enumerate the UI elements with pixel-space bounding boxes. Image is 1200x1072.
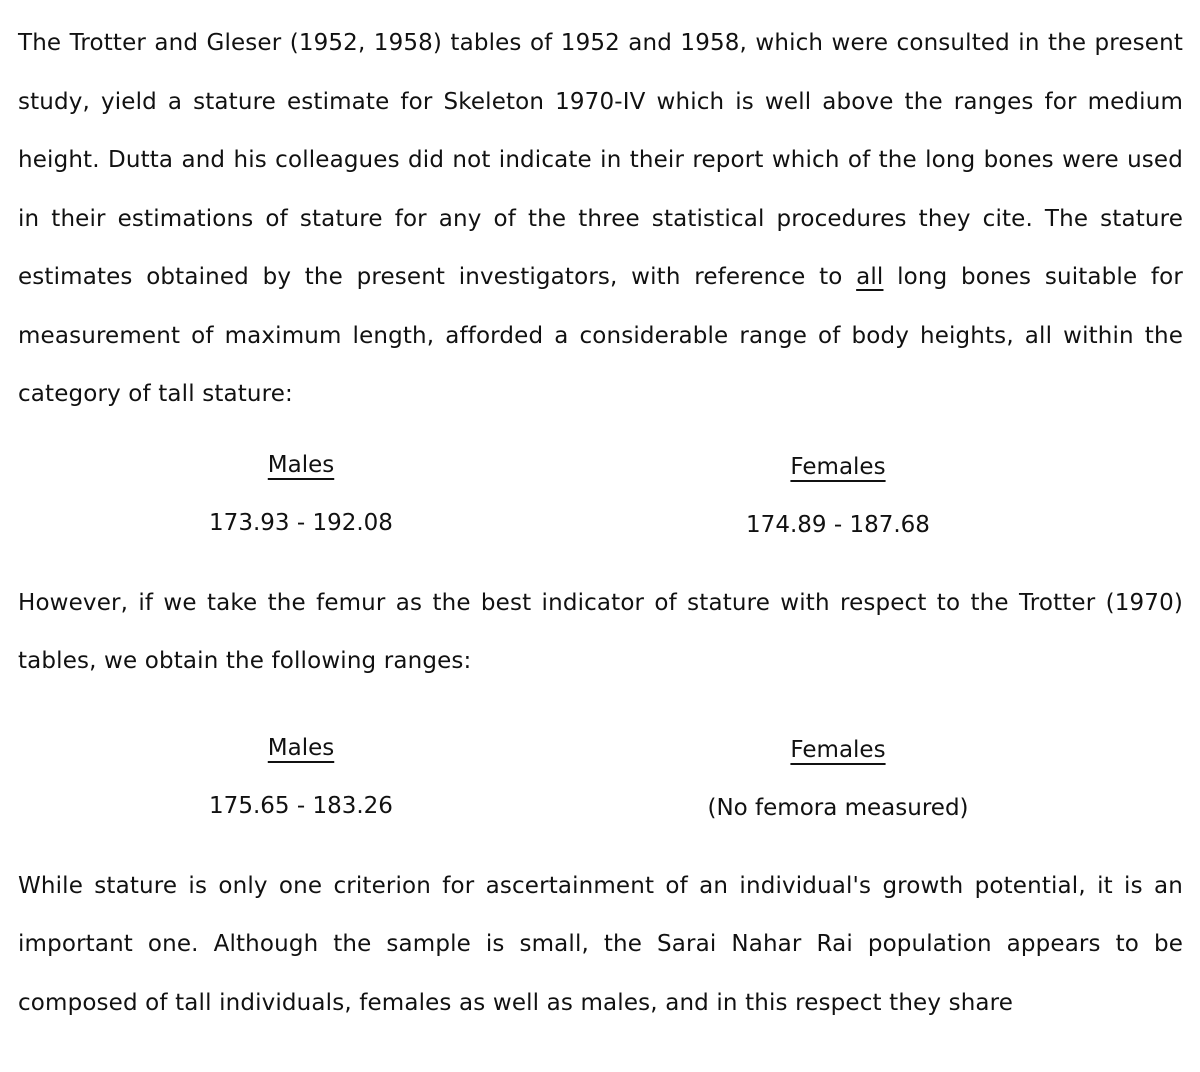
females-heading: Females [790,736,886,763]
males-heading: Males [267,451,335,478]
males-heading: Males [267,734,335,761]
paragraph-text: The Trotter and Gleser (1952, 1958) tables of 1952 and 1958, which were consulted in the present study, yield a stature estimate for Skeleton 1970-IV which is well above the ranges for medium height. Dutta and his colleagues did not indicate in their report which of the long bones were used in their estimations of stature for any of the three statistical procedures they cite. The stature estimates obtained by the present investigators, with reference to [18,30,1183,290]
males-range-value: 173.93 - 192.08 [209,509,393,536]
stature-ranges-all-bones [18,436,1183,554]
stature-ranges-femur [18,719,1183,837]
paragraph-femur-indicator: However, if we take the femur as the best indicator of stature with respect to the Trotter (1970) tables, we obtain the following ranges: [18,589,1183,674]
females-heading: Females [790,453,886,480]
females-range-value: 174.89 - 187.68 [746,511,930,538]
females-range-value: (No femora measured) [707,794,969,821]
males-range-value: 175.65 - 183.26 [209,792,393,819]
males-range-column [168,436,434,552]
females-range-column [688,721,988,837]
paragraph-stature-estimates [18,0,1183,424]
emphasis-underlined-all: all [856,264,884,290]
paragraph-text: long bones suitable for measurement of maximum length, afforded a considerable range of body heights, all within the category of tall stature: [18,264,1183,407]
females-range-column [708,438,968,554]
males-range-column [168,719,434,835]
document-page [18,0,1183,1072]
paragraph-growth-potential: While stature is only one criterion for ascertainment of an individual's growth potential, it is an important one. Although the sample is small, the Sarai Nahar Rai population appears to be composed of tall individuals, females as well as males, and in this respect they share [18,872,1183,1016]
